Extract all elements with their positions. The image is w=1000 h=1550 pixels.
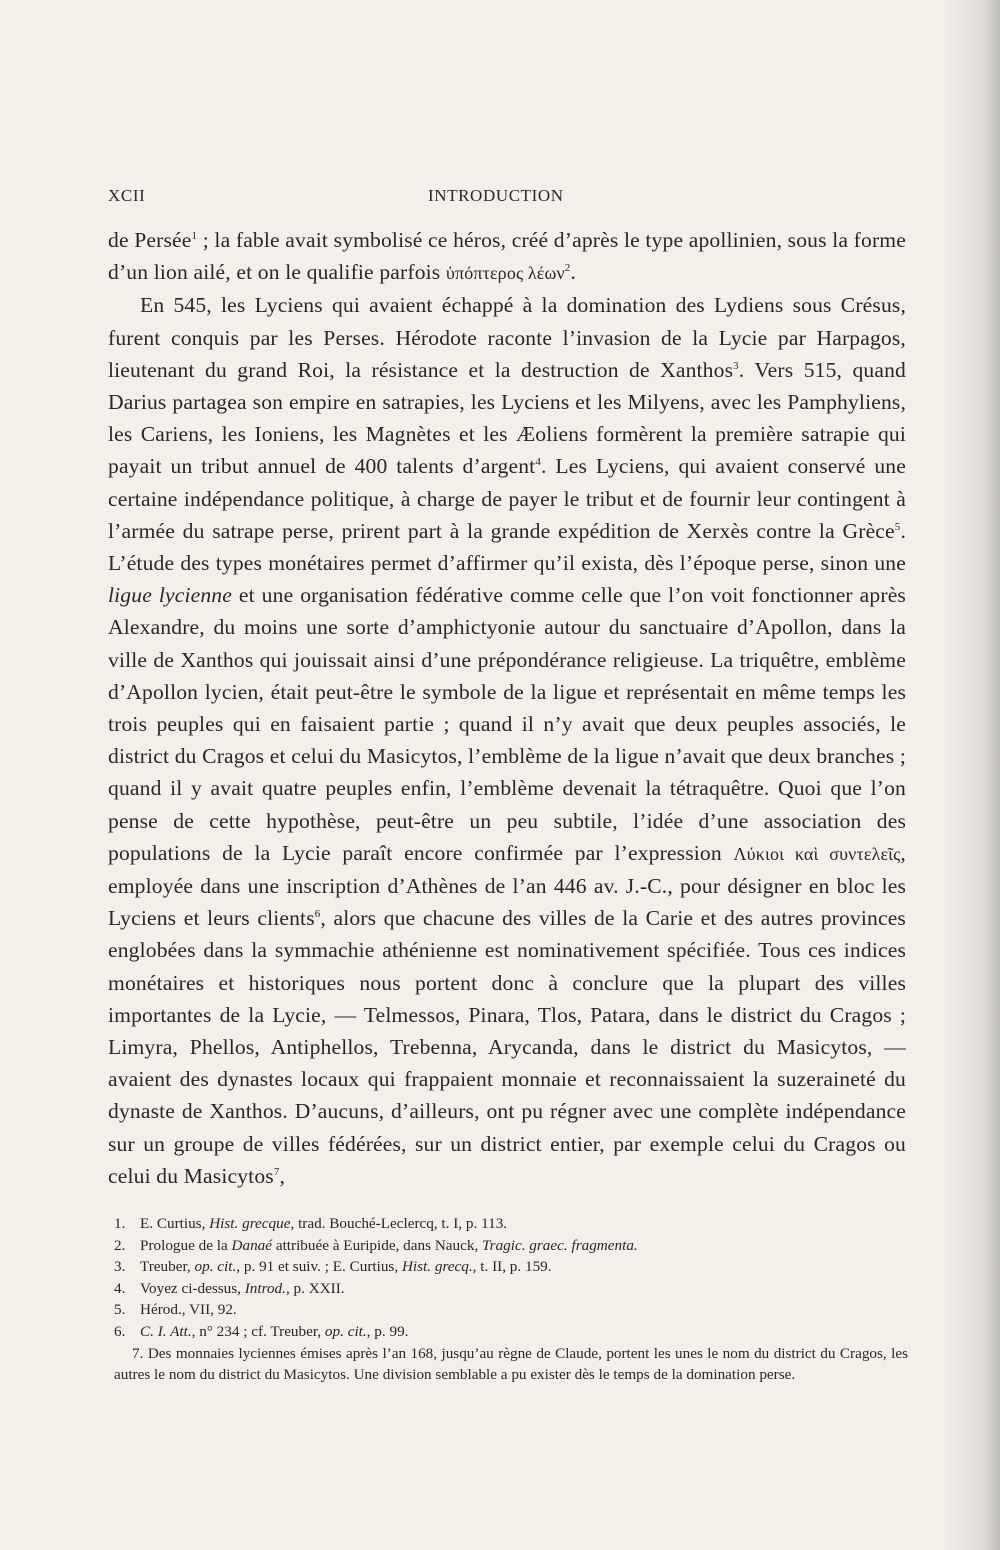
greek-phrase: Λύκιοι καὶ συντελεῖς xyxy=(733,843,901,864)
text-run: . L’étude des types monétaires permet d’affirmer qu’il exista, dès l’époque perse, sinon une xyxy=(108,518,906,576)
text-run: . xyxy=(570,260,576,285)
text-run: En 545, les Lyciens qui avaient échappé à la domination des Lydiens sous Crésus, furent conquis par les Perses. Hérodote raconte l’invasion de la Lycie par Harpagos, lieutenant du grand Roi, la résistance et la destruction de Xanthos xyxy=(108,293,906,382)
footnote-number: 1. xyxy=(114,1215,126,1232)
footnote-text: Treuber, op. cit., p. 91 et suiv. ; E. Curtius, Hist. grecq., t. II, p. 159. xyxy=(140,1258,552,1276)
footnote-7 xyxy=(114,1343,908,1386)
text-run: et une organisation fédérative comme celle que l’on voit fonctionner après Alexandre, du moins une sorte d’amphictyonie autour du sanctuaire d’Apollon, dans la ville de Xanthos qui jouissait ainsi d’une prépondérance religieuse. La triquêtre, emblème d’Apollon lycien, était peut-être le symbole de la ligue et représentait en même temps les trois peuples qui en faisaient partie ; quand il n’y avait que deux peuples associés, le district du Cragos et celui du Masicytos, l’emblème de la ligue n’avait que deux branches ; quand il y avait quatre peuples enfin, l’emblème devenait la tétraquêtre. Quoi que l’on pense de cette hypothèse, peut-être un peu subtile, l’idée d’une association des populations de la Lycie paraît encore confirmée par l’expression xyxy=(108,583,906,865)
footnote-text: E. Curtius, Hist. grecque, trad. Bouché-Leclercq, t. I, p. 113. xyxy=(140,1215,508,1232)
text-run: , alors que chacune des villes de la Carie et des autres provinces englobées dans la symmachie athénienne est nominativement spécifiée. Tous ces indices monétaires et historiques nous portent donc à conclure que la plupart des villes importantes de la Lycie, — Telmessos, Pinara, Tlos, Patara, dans le district du Cragos ; Limyra, Phellos, Antiphellos, Trebenna, Arycanda, dans le district du Masicytos, — avaient des dynastes locaux qui frappaient monnaie et reconnaissaient la suzeraineté du dynaste de Xanthos. D’aucuns, d’ailleurs, ont pu régner avec une complète indépendance sur un groupe de villes fédérées, sur un district entier, par exemple celui du Cragos ou celui du Masicytos xyxy=(108,906,906,1188)
footnotes xyxy=(108,1213,908,1386)
footnote-text: Prologue de la Danaé attribuée à Euripide, dans Nauck, Tragic. graec. fragmenta. xyxy=(140,1236,638,1254)
footnote-ref-7: 7 xyxy=(273,1165,280,1178)
footnote-ref-1: 1 xyxy=(191,229,198,242)
greek-phrase: ὑπόπτερος λέων xyxy=(445,263,565,284)
footnote-number: 5. xyxy=(114,1301,126,1319)
footnote-number: 4. xyxy=(114,1279,126,1297)
footnote-text: Voyez ci-dessus, Introd., p. XXII. xyxy=(140,1279,345,1297)
text-run: . Les Lyciens, qui avaient conservé une certaine indépendance politique, à charge de payer le tribut et de fournir leur contingent à l’armée du satrape perse, prirent part à la grande expédition de Xerxès contre la Grèce xyxy=(108,454,906,543)
text-run: , employée dans une inscription d’Athènes de l’an 446 av. J.-C., pour désigner en bloc les Lyciens et leurs clients xyxy=(108,840,906,931)
footnote-2 xyxy=(108,1235,908,1257)
running-title: INTRODUCTION xyxy=(428,186,564,205)
footnote-number: 7. xyxy=(132,1344,148,1362)
main-text xyxy=(108,224,906,1192)
footnote-text: C. I. Att., n° 234 ; cf. Treuber, op. cit., p. 99. xyxy=(140,1322,409,1340)
text-run: , xyxy=(279,1163,286,1188)
footnote-5 xyxy=(108,1299,908,1321)
text-run: . Vers 515, quand Darius partagea son empire en satrapies, les Lyciens et les Milyens, avec les Pamphyliens, les Cariens, les Ioniens, les Magnètes et les Æoliens formèrent la première satrapie qui payait un tribut annuel de 400 talents d’argent xyxy=(108,357,906,479)
paragraph-1 xyxy=(108,224,906,289)
paragraph-2 xyxy=(108,289,906,1192)
footnote-4 xyxy=(108,1278,908,1300)
footnote-ref-2: 2 xyxy=(564,262,571,275)
footnote-3 xyxy=(108,1256,908,1278)
footnote-6 xyxy=(108,1321,908,1343)
text-run: de Persée xyxy=(108,228,192,252)
footnote-number: 2. xyxy=(114,1236,126,1254)
footnote-text: Des monnaies lyciennes émises après l’an 168, jusqu’au règne de Claude, portent les unes le nom du district du Cragos, les autres le nom du district du Masicytos. Une division semblable a pu exister dès le temps de la domination perse. xyxy=(114,1344,908,1384)
page-number: XCII xyxy=(108,186,146,205)
page-edge-shadow xyxy=(940,0,1000,1550)
footnote-text: Hérod., VII, 92. xyxy=(140,1301,237,1319)
footnote-number: 3. xyxy=(114,1258,126,1276)
footnote-ref-6: 6 xyxy=(314,908,321,921)
footnote-number: 6. xyxy=(114,1322,126,1340)
footnote-ref-3: 3 xyxy=(733,359,739,372)
italic-term: ligue lycienne xyxy=(108,583,232,608)
footnote-ref-5: 5 xyxy=(894,520,901,533)
text-run: ; la fable avait symbolisé ce héros, créé d’après le type apollinien, sous la forme d’un lion ailé, et on le qualifie parfois xyxy=(108,228,906,285)
footnote-1 xyxy=(108,1213,908,1235)
footnote-ref-4: 4 xyxy=(535,456,541,469)
